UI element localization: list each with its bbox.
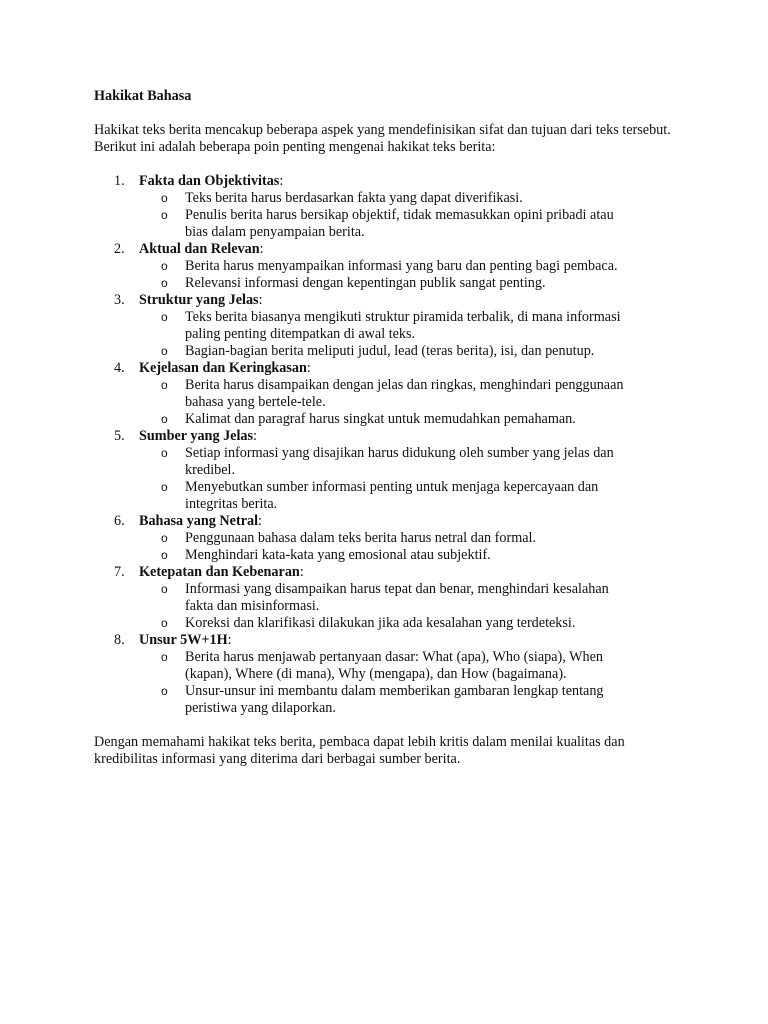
- list-item: [94, 241, 684, 292]
- numbered-list: [94, 173, 684, 717]
- list-item: [94, 564, 684, 632]
- list-item-heading: [139, 428, 684, 445]
- list-item: [94, 173, 684, 241]
- list-item-number: 6.: [114, 513, 125, 529]
- bullet-marker-icon: o: [161, 259, 168, 273]
- sub-bullet-text: Berita harus menyampaikan informasi yang baru dan penting bagi pembaca.: [185, 258, 618, 274]
- list-item-heading-text: Struktur yang Jelas: [139, 292, 259, 308]
- sub-bullet-item: [139, 309, 635, 343]
- bullet-marker-icon: o: [161, 480, 168, 494]
- sub-bullet-item: [139, 445, 635, 479]
- list-item-heading-text: Aktual dan Relevan: [139, 241, 260, 257]
- list-item-heading: [139, 173, 684, 190]
- list-item-heading-colon: :: [279, 173, 284, 189]
- sub-bullet-item: [139, 683, 635, 717]
- sub-bullet-list: [139, 309, 684, 360]
- sub-bullet-item: [139, 411, 635, 428]
- list-item-heading: [139, 632, 684, 649]
- sub-bullet-text: Teks berita biasanya mengikuti struktur piramida terbalik, di mana informasi paling penting ditempatkan di awal teks.: [185, 309, 621, 342]
- list-item-heading-text: Ketepatan dan Kebenaran: [139, 564, 300, 580]
- bullet-marker-icon: o: [161, 208, 168, 222]
- bullet-marker-icon: o: [161, 191, 168, 205]
- list-item-heading-colon: :: [258, 292, 263, 308]
- list-item-heading: [139, 292, 684, 309]
- bullet-marker-icon: o: [161, 684, 168, 698]
- bullet-marker-icon: o: [161, 412, 168, 426]
- list-item-heading: [139, 513, 684, 530]
- sub-bullet-text: Teks berita harus berdasarkan fakta yang dapat diverifikasi.: [185, 190, 523, 206]
- list-item: [94, 632, 684, 717]
- list-item-number: 7.: [114, 564, 125, 580]
- list-item-heading-text: Fakta dan Objektivitas: [139, 173, 280, 189]
- sub-bullet-list: [139, 258, 684, 292]
- list-item-number: 8.: [114, 632, 125, 648]
- sub-bullet-item: [139, 258, 635, 275]
- sub-bullet-item: [139, 377, 635, 411]
- list-item-heading: [139, 360, 684, 377]
- list-item-number: 5.: [114, 428, 125, 444]
- list-item-heading: [139, 241, 684, 258]
- sub-bullet-list: [139, 581, 684, 632]
- sub-bullet-list: [139, 445, 684, 513]
- sub-bullet-text: Penggunaan bahasa dalam teks berita harus netral dan formal.: [185, 530, 537, 546]
- list-item: [94, 428, 684, 513]
- bullet-marker-icon: o: [161, 378, 168, 392]
- sub-bullet-text: Relevansi informasi dengan kepentingan publik sangat penting.: [185, 275, 546, 291]
- sub-bullet-text: Koreksi dan klarifikasi dilakukan jika ada kesalahan yang terdeteksi.: [185, 615, 576, 631]
- sub-bullet-item: [139, 547, 635, 564]
- sub-bullet-item: [139, 275, 635, 292]
- bullet-marker-icon: o: [161, 531, 168, 545]
- sub-bullet-text: Kalimat dan paragraf harus singkat untuk memudahkan pemahaman.: [185, 411, 576, 427]
- bullet-marker-icon: o: [161, 548, 168, 562]
- intro-paragraph: Hakikat teks berita mencakup beberapa aspek yang mendefinisikan sifat dan tujuan dari teks tersebut. Berikut ini adalah beberapa poin penting mengenai hakikat teks berita:: [94, 122, 671, 155]
- bullet-marker-icon: o: [161, 310, 168, 324]
- sub-bullet-text: Informasi yang disampaikan harus tepat dan benar, menghindari kesalahan fakta dan misinformasi.: [185, 581, 609, 614]
- bullet-marker-icon: o: [161, 616, 168, 630]
- list-item-heading-colon: :: [306, 360, 311, 376]
- sub-bullet-item: [139, 343, 635, 360]
- sub-bullet-item: [139, 581, 635, 615]
- bullet-marker-icon: o: [161, 650, 168, 664]
- list-item-number: 4.: [114, 360, 125, 376]
- sub-bullet-text: Unsur-unsur ini membantu dalam memberikan gambaran lengkap tentang peristiwa yang dilaporkan.: [185, 683, 604, 716]
- sub-bullet-text: Penulis berita harus bersikap objektif, tidak memasukkan opini pribadi atau bias dalam penyampaian berita.: [185, 207, 614, 240]
- sub-bullet-text: Setiap informasi yang disajikan harus didukung oleh sumber yang jelas dan kredibel.: [185, 445, 614, 478]
- bullet-marker-icon: o: [161, 446, 168, 460]
- document-page: [94, 88, 684, 768]
- sub-bullet-list: [139, 530, 684, 564]
- list-item-heading-colon: :: [258, 513, 262, 529]
- closing-paragraph: Dengan memahami hakikat teks berita, pembaca dapat lebih kritis dalam menilai kualitas dan kredibilitas informasi yang diterima dari berbagai sumber berita.: [94, 734, 625, 767]
- list-item-heading-text: Unsur 5W+1H: [139, 632, 228, 648]
- sub-bullet-text: Menyebutkan sumber informasi penting untuk menjaga kepercayaan dan integritas berita.: [185, 479, 599, 512]
- list-item-heading-text: Kejelasan dan Keringkasan: [139, 360, 307, 376]
- sub-bullet-list: [139, 377, 684, 428]
- sub-bullet-list: [139, 190, 684, 241]
- bullet-marker-icon: o: [161, 344, 168, 358]
- sub-bullet-item: [139, 530, 635, 547]
- list-item: [94, 292, 684, 360]
- sub-bullet-item: [139, 649, 635, 683]
- sub-bullet-list: [139, 649, 684, 717]
- list-item: [94, 513, 684, 564]
- list-item-heading-colon: :: [259, 241, 264, 257]
- sub-bullet-text: Menghindari kata-kata yang emosional atau subjektif.: [185, 547, 491, 563]
- document-title: Hakikat Bahasa: [94, 88, 192, 104]
- bullet-marker-icon: o: [161, 276, 168, 290]
- sub-bullet-item: [139, 207, 635, 241]
- list-item-heading-colon: :: [227, 632, 232, 648]
- sub-bullet-text: Bagian-bagian berita meliputi judul, lead (teras berita), isi, dan penutup.: [185, 343, 595, 359]
- sub-bullet-item: [139, 615, 635, 632]
- list-item-heading-colon: :: [253, 428, 257, 444]
- list-item-heading-text: Bahasa yang Netral: [139, 513, 259, 529]
- sub-bullet-item: [139, 190, 635, 207]
- list-item-heading: [139, 564, 684, 581]
- sub-bullet-text: Berita harus menjawab pertanyaan dasar: What (apa), Who (siapa), When (kapan), Where (di mana), Why (mengapa), dan How (bagaimana).: [185, 649, 603, 682]
- sub-bullet-text: Berita harus disampaikan dengan jelas dan ringkas, menghindari penggunaan bahasa yang bertele-tele.: [185, 377, 624, 410]
- bullet-marker-icon: o: [161, 582, 168, 596]
- sub-bullet-item: [139, 479, 635, 513]
- list-item-heading-text: Sumber yang Jelas: [139, 428, 254, 444]
- list-item-number: 2.: [114, 241, 125, 257]
- list-item: [94, 360, 684, 428]
- list-item-heading-colon: :: [299, 564, 304, 580]
- list-item-number: 1.: [114, 173, 125, 189]
- list-item-number: 3.: [114, 292, 125, 308]
